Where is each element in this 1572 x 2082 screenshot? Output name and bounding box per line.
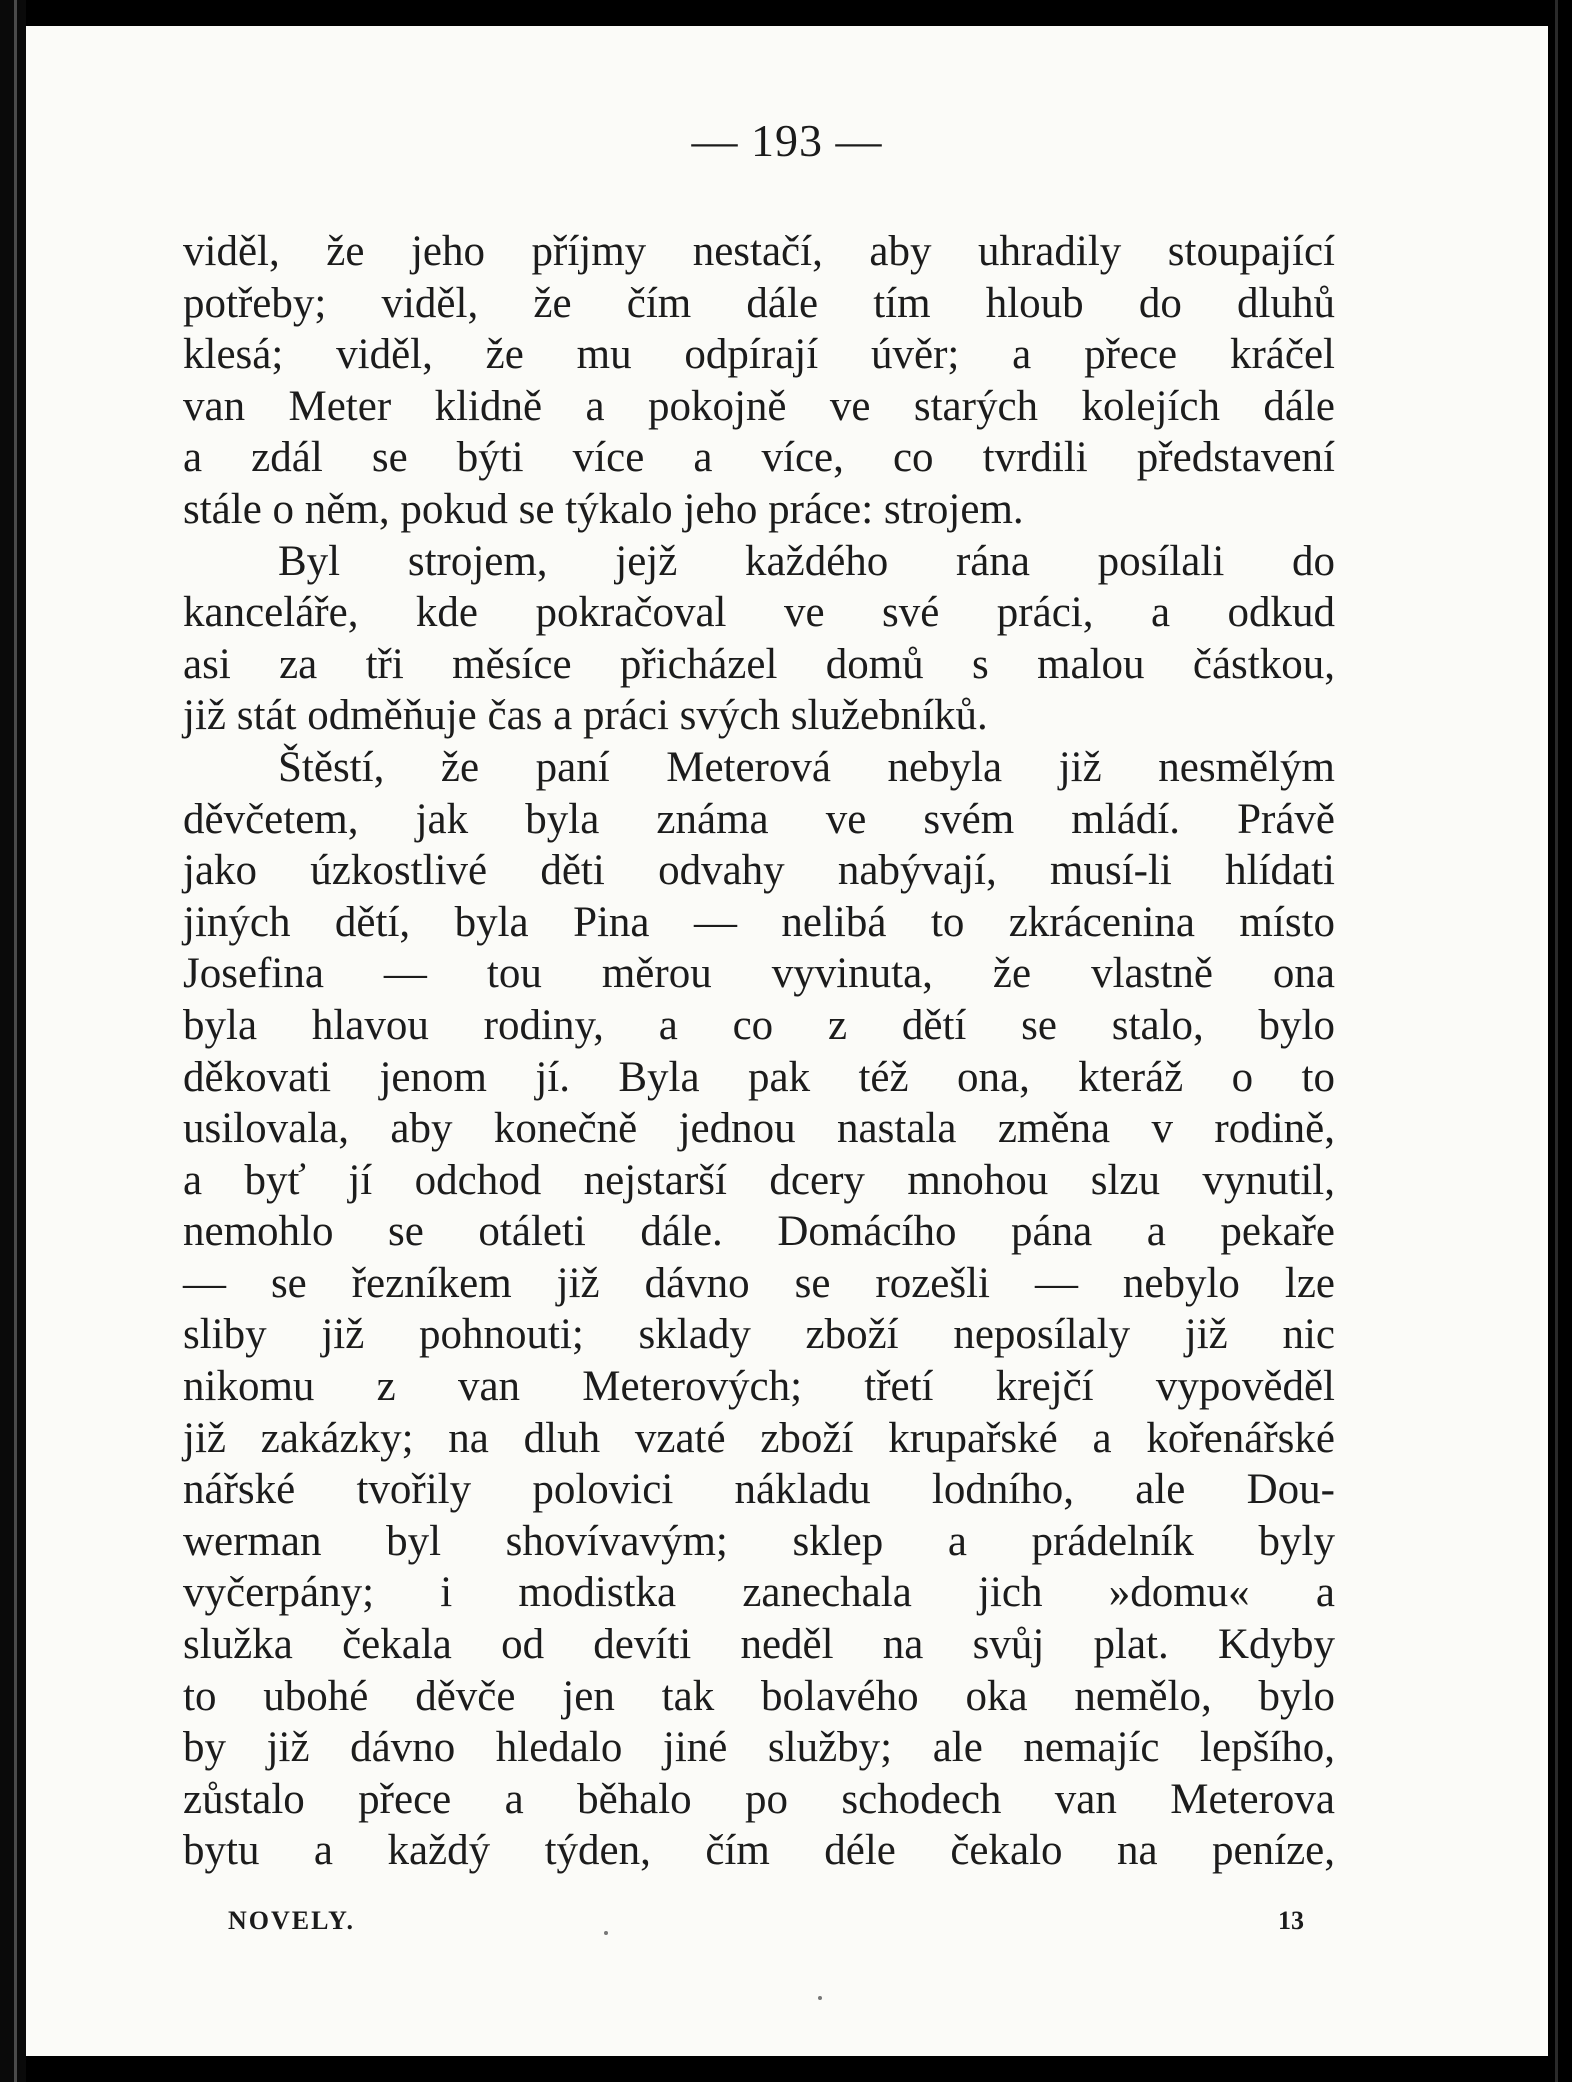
text-line: asi za tři měsíce přicházel domů s malou částkou, — [183, 640, 1335, 688]
text-line: děvčetem, jak byla známa ve svém mládí. Právě — [183, 795, 1335, 843]
text-line: služka čekala od devíti neděl na svůj plat. Kdyby — [183, 1621, 1335, 1669]
text-line: jako úzkostlivé děti odvahy nabývají, musí-li hlídati — [183, 847, 1335, 895]
text-line: nemohlo se otáleti dále. Domácího pána a pekaře — [183, 1208, 1335, 1256]
text-line: stále o něm, pokud se týkalo jeho práce: strojem. — [183, 485, 1024, 533]
right-edge-line — [1555, 0, 1558, 2082]
book-page — [26, 26, 1548, 2056]
sheet-number: 13 — [1278, 1906, 1304, 1935]
text-line: byla hlavou rodiny, a co z dětí se stalo, bylo — [183, 1001, 1335, 1049]
text-line: jiných dětí, byla Pina — nelibá to zkrácenina místo — [183, 898, 1335, 946]
left-edge-line — [14, 0, 17, 2082]
print-speck — [604, 1931, 608, 1935]
text-line: van Meter klidně a pokojně ve starých kolejích dále — [183, 382, 1335, 430]
text-line: děkovati jenom jí. Byla pak též ona, kteráž o to — [183, 1053, 1335, 1101]
text-line: a zdál se býti více a více, co tvrdili představení — [183, 434, 1335, 482]
text-line: werman byl shovívavým; sklep a prádelník byly — [183, 1517, 1335, 1565]
text-line: potřeby; viděl, že čím dále tím hloub do dluhů — [183, 279, 1335, 327]
text-line: bytu a každý týden, čím déle čekalo na peníze, — [183, 1827, 1335, 1875]
body-text — [183, 226, 1335, 1877]
text-line: to ubohé děvče jen tak bolavého oka nemělo, bylo — [183, 1672, 1335, 1720]
signature-mark: NOVELY. — [228, 1906, 355, 1935]
text-line: a byť jí odchod nejstarší dcery mnohou slzu vynutil, — [183, 1156, 1335, 1204]
print-speck — [818, 1996, 822, 2000]
text-line: kanceláře, kde pokračoval ve své práci, a odkud — [183, 589, 1335, 637]
text-line: zůstalo přece a běhalo po schodech van Meterova — [183, 1775, 1335, 1823]
left-page-edge — [0, 0, 26, 2082]
text-line: Byl strojem, jejž každého rána posílali do — [278, 537, 1335, 585]
text-line: usilovala, aby konečně jednou nastala změna v rodině, — [183, 1105, 1335, 1153]
text-line: — se řezníkem již dávno se rozešli — nebylo lze — [183, 1259, 1335, 1307]
text-line: již stát odměňuje čas a práci svých služebníků. — [183, 692, 988, 740]
text-line: Josefina — tou měrou vyvinuta, že vlastně ona — [183, 950, 1335, 998]
page-number: — 193 — — [691, 115, 883, 166]
text-line: nářské tvořily polovici nákladu lodního, ale Dou- — [183, 1466, 1335, 1514]
text-line: vyčerpány; i modistka zanechala jich »domu« a — [183, 1569, 1335, 1617]
text-line: by již dávno hledalo jiné služby; ale nemajíc lepšího, — [183, 1724, 1335, 1772]
text-line: již zakázky; na dluh vzaté zboží krupařské a kořenářské — [183, 1414, 1335, 1462]
text-line: nikomu z van Meterových; třetí krejčí vypověděl — [183, 1363, 1335, 1411]
text-line: Štěstí, že paní Meterová nebyla již nesmělým — [278, 743, 1335, 791]
text-line: klesá; viděl, že mu odpírají úvěr; a přece kráčel — [183, 331, 1335, 379]
text-line: sliby již pohnouti; sklady zboží neposílaly již nic — [183, 1311, 1335, 1359]
text-line: viděl, že jeho příjmy nestačí, aby uhradily stoupající — [183, 228, 1335, 275]
